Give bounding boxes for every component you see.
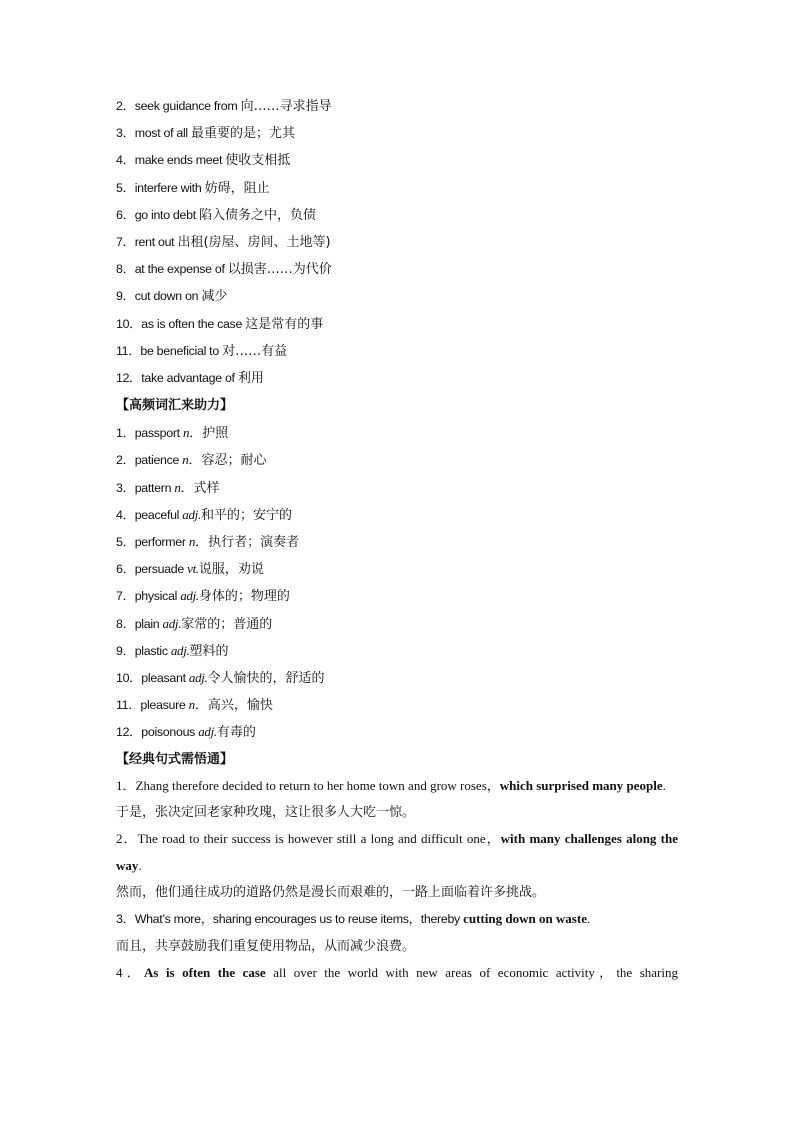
sentence-1-zh: 于是，张决定回老家种玫瑰，这让很多人大吃一惊。 (116, 805, 416, 821)
vocab-item: 4．peaceful adj.和平的；安宁的 (116, 506, 292, 523)
vocab-item: 2．patience n．容忍；耐心 (116, 452, 267, 469)
sentence-2-zh: 然而，他们通往成功的道路仍然是漫长而艰难的，一路上面临着许多挑战。 (116, 885, 546, 901)
sentence-4-en: 4．As is often the case all over the world with new areas of economic activity，the sharing (116, 965, 678, 981)
vocab-item: 6．persuade vt.说服，劝说 (116, 561, 264, 578)
phrase-item: 9．cut down on 减少 (116, 289, 228, 305)
phrase-item: 11．be beneficial to 对……有益 (116, 343, 288, 359)
sentence-3-zh: 而且，共享鼓励我们重复使用物品，从而减少浪费。 (116, 939, 416, 955)
vocab-item: 5．performer n．执行者；演奏者 (116, 534, 300, 550)
vocab-item: 9．plastic adj.塑料的 (116, 642, 229, 659)
phrase-item: 8．at the expense of 以损害……为代价 (116, 262, 332, 278)
vocab-item: 1．passport n．护照 (116, 425, 229, 442)
phrase-item: 7．rent out 出租(房屋、房间、土地等) (116, 234, 331, 250)
sentence-2-en: 2．The road to their success is however still a long and difficult one，with many challenges along the way. (116, 831, 678, 873)
phrase-item: 3．most of all 最重要的是；尤其 (116, 126, 296, 142)
sentence-3-en: 3．What’s more，sharing encourages us to reuse items，thereby cutting down on waste. (116, 911, 591, 927)
phrase-item: 2．seek guidance from 向……寻求指导 (116, 99, 332, 114)
phrase-item: 4．make ends meet 使收支相抵 (116, 153, 291, 169)
vocab-item: 11．pleasure n．高兴，愉快 (116, 697, 273, 714)
sentence-3-highlight: cutting down on waste (463, 911, 587, 927)
sentences-heading: 【经典句式需悟通】 (116, 751, 234, 767)
vocab-item: 12．poisonous adj.有毒的 (116, 724, 256, 741)
vocab-heading: 【高频词汇来助力】 (116, 398, 234, 414)
sentence-2-highlight: with many challenges along the way (116, 831, 678, 873)
sentence-4-highlight: As is often the case (144, 965, 266, 981)
vocab-item: 8．plain adj.家常的；普通的 (116, 615, 273, 632)
phrase-item: 5．interfere with 妨碍，阻止 (116, 180, 270, 196)
document-content (116, 93, 678, 987)
phrase-list (116, 93, 678, 392)
sentence-1-en: 1．Zhang therefore decided to return to her home town and grow roses，which surprised many people. (116, 777, 666, 793)
phrase-item: 10．as is often the case 这是常有的事 (116, 316, 324, 332)
phrase-item: 6．go into debt 陷入债务之中，负债 (116, 207, 317, 223)
vocab-item: 3．pattern n．式样 (116, 479, 220, 496)
phrase-item: 12．take advantage of 利用 (116, 370, 264, 386)
vocab-item: 7．physical adj.身体的；物理的 (116, 588, 290, 605)
vocab-item: 10．pleasant adj.令人愉快的，舒适的 (116, 669, 325, 686)
vocab-list (116, 419, 678, 745)
sentence-1-highlight: which surprised many people (499, 777, 663, 793)
